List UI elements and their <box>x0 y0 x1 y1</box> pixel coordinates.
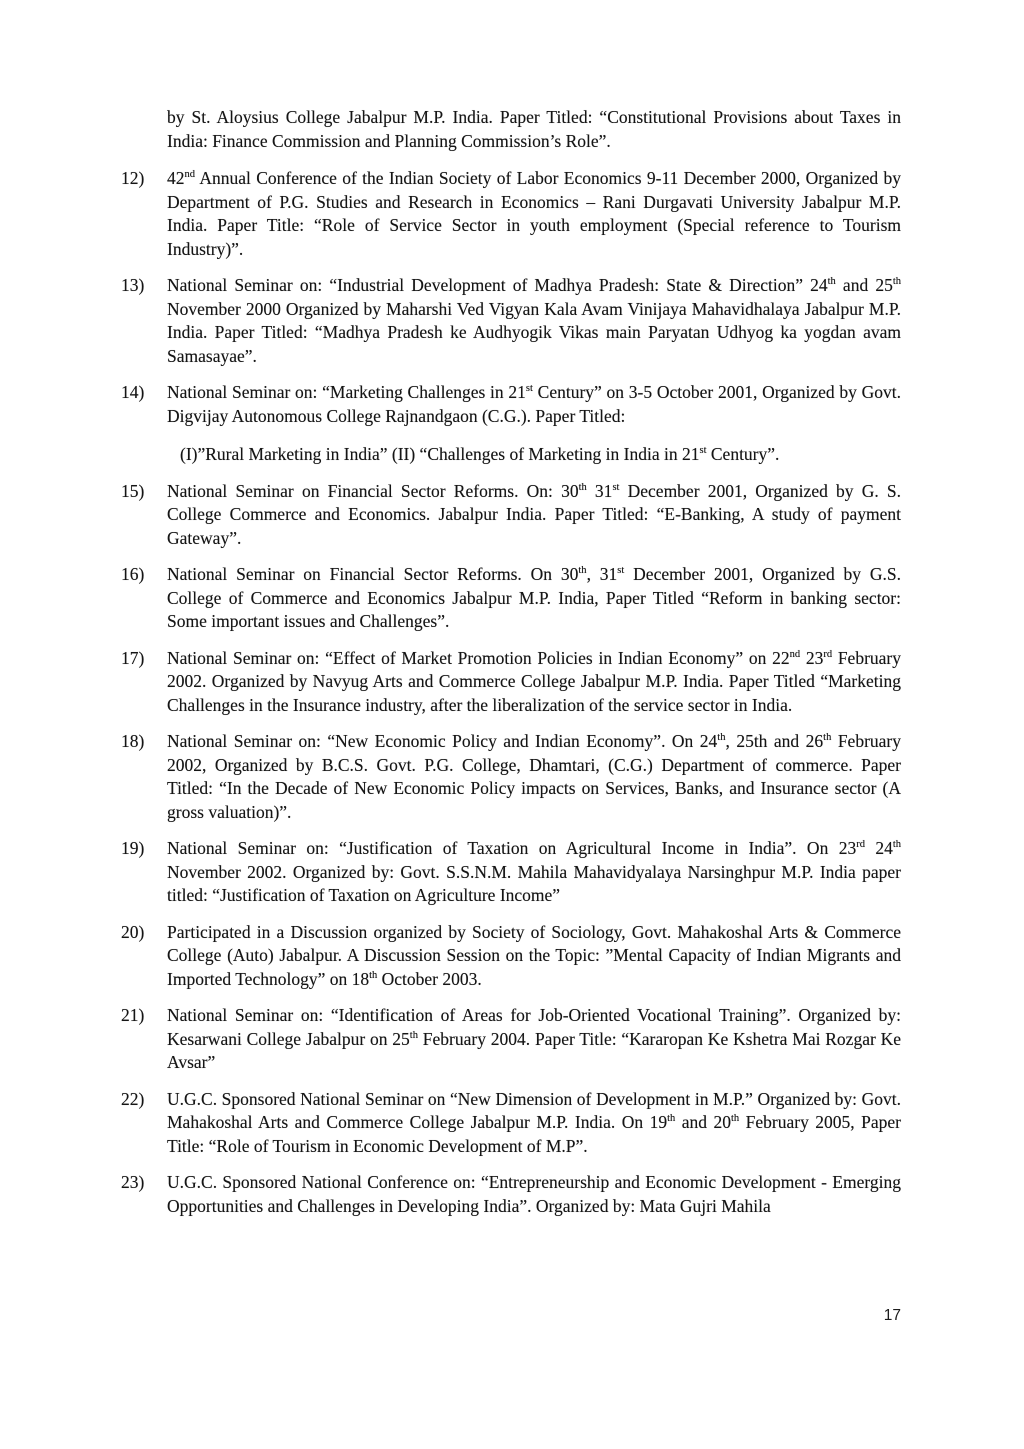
item-text: National Seminar on: “Justification of Taxation on Agricultural Income in India”. On 23rd 24th November 2002. Organized by: Govt. S.S.N.M. Mahila Mahavidyalaya Narsinghpur M.P. India paper titled: “Justification of Taxation on Agriculture Income” <box>167 838 902 905</box>
item-body <box>167 480 901 551</box>
item-subtext: (I)”Rural Marketing in India” (II) “Challenges of Marketing in India in 21st Century”. <box>180 444 780 464</box>
item-text: National Seminar on: “Effect of Market Promotion Policies in Indian Economy” on 22nd 23rd February 2002. Organized by Navyug Arts and Commerce College Jabalpur M.P. India. Paper Titled “Marketing Challenges in the Insurance industry, after the liberalization of the service sector in India. <box>167 647 901 715</box>
item-body <box>167 1171 901 1218</box>
item-number: 20) <box>121 921 145 942</box>
item-body <box>167 274 901 368</box>
list-item <box>121 381 901 467</box>
list-item <box>121 274 901 368</box>
item-body <box>167 1004 901 1075</box>
conference-list <box>121 167 901 1218</box>
item-number: 18) <box>121 731 145 751</box>
item-text: National Seminar on: “Marketing Challenges in 21st Century” on 3-5 October 2001, Organized by Govt. Digvijay Autonomous College Rajnandgaon (C.G.). Paper Titled: <box>167 382 901 426</box>
item-number: 13) <box>121 275 145 295</box>
page-number: 17 <box>883 1307 901 1324</box>
item-number: 21) <box>121 1005 145 1025</box>
item-text: Participated in a Discussion organized by Society of Sociology, Govt. Mahakoshal Arts & Commerce College (Auto) Jabalpur. A Discussion Session on the Topic: ”Mental Capacity of Indian Migrants and Imported Technology” on 18th October 2003. <box>167 921 901 989</box>
item-text: U.G.C. Sponsored National Seminar on “New Dimension of Development in M.P.” Organized by: Govt. Mahakoshal Arts and Commerce College Jabalpur M.P. India. On 19th and 20th February 2005, Paper Title: “Role of Tourism in Economic Development of M.P”. <box>167 1088 901 1156</box>
item-number: 14) <box>121 382 145 402</box>
list-item <box>121 921 901 992</box>
item-number: 22) <box>121 1088 145 1109</box>
item-body <box>167 1088 901 1159</box>
list-item <box>121 1171 901 1218</box>
item-body <box>167 730 901 824</box>
list-item <box>121 730 901 824</box>
item-body <box>167 921 901 992</box>
list-item <box>121 647 901 718</box>
list-item <box>121 1004 901 1075</box>
item-number: 17) <box>121 647 145 668</box>
item-number: 12) <box>121 168 145 188</box>
item-body <box>167 837 901 908</box>
item-text: 42nd Annual Conference of the Indian Society of Labor Economics 9-11 December 2000, Organized by Department of P.G. Studies and Research in Economics – Rani Durgavati University Jabalpur M.P. India. Paper Title: “Role of Service Sector in youth employment (Special reference to Tourism Industry)”. <box>167 168 901 259</box>
continuation-paragraph: by St. Aloysius College Jabalpur M.P. India. Paper Titled: “Constitutional Provisions about Taxes in India: Finance Commission and Planning Commission’s Role”. <box>167 107 901 151</box>
item-text: National Seminar on Financial Sector Reforms. On 30th, 31st December 2001, Organized by G.S. College of Commerce and Economics Jabalpur M.P. India, Paper Titled “Reform in banking sector: Some important issues and Challenges”. <box>167 564 902 631</box>
item-number: 15) <box>121 480 145 501</box>
item-body <box>167 647 901 718</box>
item-text: National Seminar on: “Industrial Development of Madhya Pradesh: State & Direction” 24th and 25th November 2000 Organized by Maharshi Ved Vigyan Kala Avam Vinijaya Mahavidhalaya Jabalpur M.P. India. Paper Titled: “Madhya Pradesh ke Audhyogik Vikas main Paryatan Udhyog ka yogdan avam Samasayae”. <box>167 275 901 366</box>
list-item <box>121 480 901 551</box>
list-item <box>121 167 901 261</box>
item-body <box>167 381 901 467</box>
item-text: National Seminar on: “New Economic Policy and Indian Economy”. On 24th, 25th and 26th February 2002, Organized by B.C.S. Govt. P.G. College, Dhamtari, (C.G.) Department of commerce. Paper Titled: “In the Decade of New Economic Policy impacts on Services, Banks, and Insurance sector (A gross valuation)”. <box>167 731 901 822</box>
item-body <box>167 167 901 261</box>
item-number: 16) <box>121 564 145 584</box>
document-content <box>121 106 901 1231</box>
item-number: 19) <box>121 838 145 858</box>
list-item <box>121 1088 901 1159</box>
item-number: 23) <box>121 1172 145 1192</box>
item-text: National Seminar on Financial Sector Reforms. On: 30th 31st December 2001, Organized by G. S. College Commerce and Economics. Jabalpur India. Paper Titled: “E-Banking, A study of payment Gateway”. <box>167 480 901 548</box>
list-item <box>121 563 901 634</box>
item-text: National Seminar on: “Identification of Areas for Job-Oriented Vocational Training”. Organized by: Kesarwani College Jabalpur on 25th February 2004. Paper Title: “Kararopan Ke Kshetra Mai Rozgar Ke Avsar” <box>167 1005 902 1072</box>
list-item <box>121 837 901 908</box>
item-body <box>167 563 901 634</box>
item-text: U.G.C. Sponsored National Conference on: “Entrepreneurship and Economic Development - Emerging Opportunities and Challenges in Developing India”. Organized by: Mata Gujri Mahila <box>167 1172 901 1216</box>
